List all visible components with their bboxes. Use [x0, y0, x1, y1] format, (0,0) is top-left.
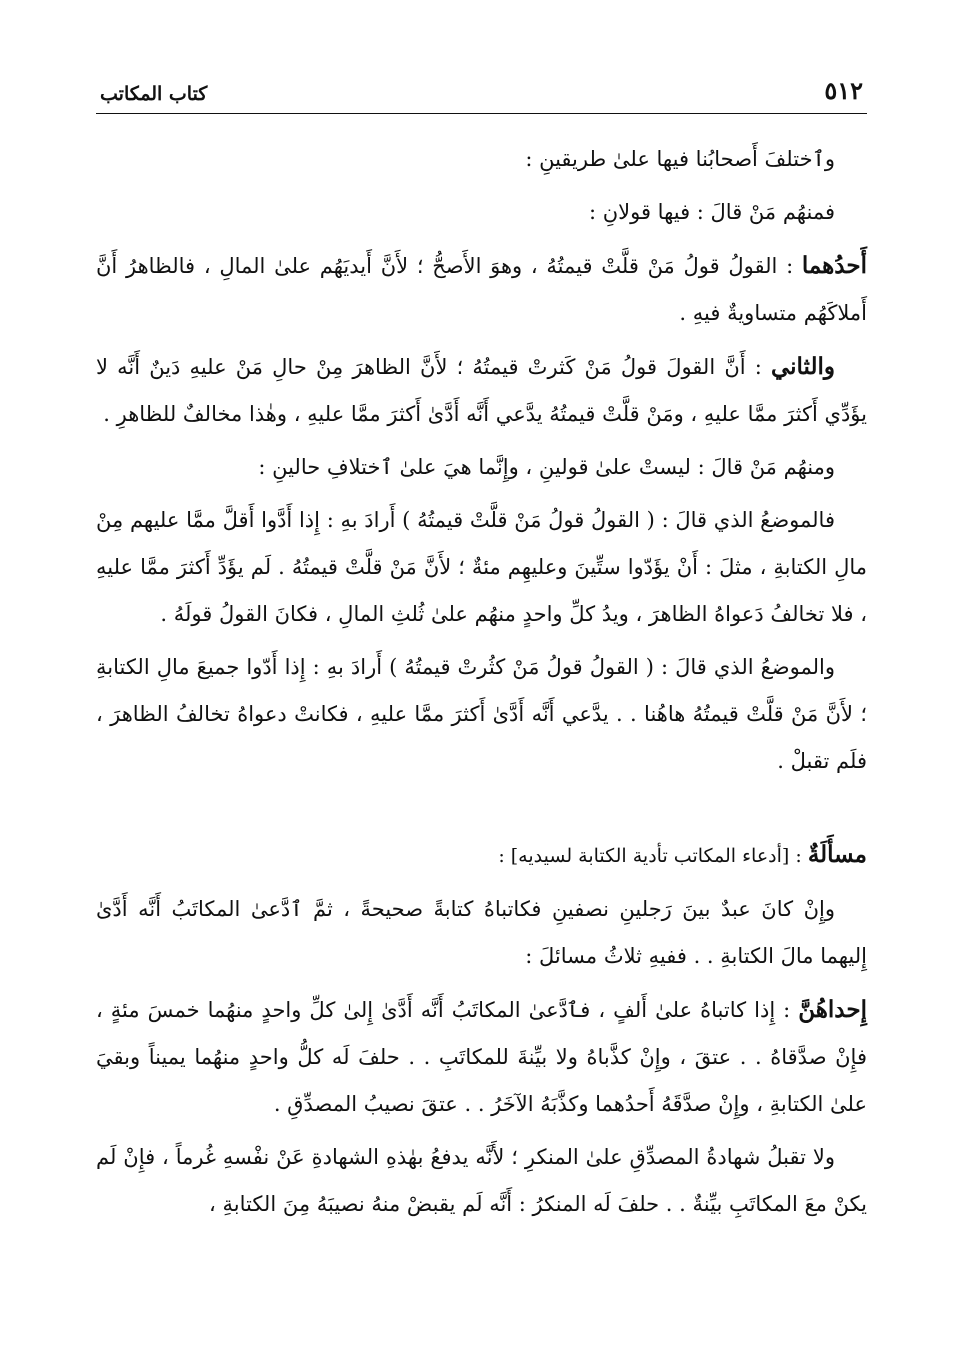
paragraph: ومنهُم مَنْ قالَ : ليستْ علىٰ قولينِ ، وإِنَّما هيَ علىٰ ٱختلافِ حالينِ : — [258, 455, 835, 479]
page-header — [96, 70, 867, 114]
page-body — [96, 114, 867, 1228]
paragraph: والثاني : أَنَّ القولَ قولُ مَنْ كَثرتْ قيمتُهُ ؛ لأَنَّ الظاهرَ مِنْ حالِ مَنْ عليهِ دَينٌ أَنَّه لا يؤَدِّي أَكثرَ ممَّا عليهِ ، ومَنْ قلَّتْ قيمتُهُ يدَّعي أَنَّه أَدَّىٰ أَكثرَ ممَّا عليهِ ، وهٰذا مخالفٌ للظاهرِ . — [96, 353, 867, 426]
paragraph-lead: إِحداهُنَّ — [798, 996, 867, 1023]
paragraph: والموضعُ الذي قالَ : ( القولُ قولُ مَنْ كثُرتْ قيمتُهُ ) أَرادَ بهِ : إِذا أَدّوا جميعَ مالِ الكتابةِ ؛ لأَنَّ مَنْ قلَّتْ قيمتُهُ هاهُنا . . يدَّعي أَنَّه أَدَّىٰ أَكثرَ ممَّا عليهِ ، فكانتْ دعواهُ تخالفُ الظاهرَ ، فلَم تقبلْ . — [96, 655, 867, 773]
paragraph: فمنهُم مَنْ قالَ : فيها قولانِ : — [588, 200, 835, 224]
page-number: ٥١٢ — [824, 76, 863, 105]
paragraph: ولا تقبلُ شهادةُ المصدِّقِ علىٰ المنكرِ ؛ لأَنَّه يدفعُ بهٰذهِ الشهادةِ عَنْ نفْسهِ غُرماً ، فإِنْ لَم يكنْ معَ المكاتَبِ بيِّنةٌ . . حلفَ لَه المنكرُ : أَنَّه لَم يقبضْ منهُ نصيبَهُ مِنَ الكتابةِ ، — [96, 1145, 867, 1216]
masala-heading — [96, 831, 867, 880]
paragraph: إِحداهُنَّ : إِذا كاتباهُ علىٰ أَلفٍ ، فٱدَّعىٰ المكاتَبُ أَنَّه أَدَّىٰ إِلىٰ كلِّ واحدٍ منهُما خمسَ مئةٍ ، فإِنْ صدَّقاهُ . . عتقَ ، وإِنْ كذَّباهُ ولا بيِّنةَ للمكاتَبِ . . حلفَ لَه كلُّ واحدٍ منهُما يميناً وبقيَ علىٰ الكتابةِ ، وإِنْ صدَّقَهُ أَحدُهما وكذَّبَهُ الآخَرُ . . عتقَ نصيبُ المصدِّقِ . — [96, 996, 867, 1116]
paragraph: فالموضعُ الذي قالَ : ( القولُ قولُ مَنْ قلَّتْ قيمتُهُ ) أَرادَ بهِ : إِذا أَدَّوا أَقلَّ ممَّا عليهم مِنْ مالِ الكتابةِ ، مثلَ : أَنْ يؤَدّوا ستِّينَ وعليهِم مئةٌ ؛ لأَنَّ مَنْ قلَّتْ قيمتُهُ . لَم يؤَدِّ أَكثرَ ممَّا عليهِ ، فلا تخالفُ دَعواهُ الظاهرَ ، ويدُ كلِّ واحدٍ منهُم علىٰ ثُلثِ المالِ ، فكانَ القولُ قولَهُ . — [96, 508, 867, 626]
paragraph: وإِنْ كانَ عبدٌ بينَ رَجلينِ نصفينِ فكاتباهُ كتابةً صحيحةً ، ثمَّ ٱدَّعىٰ المكاتَبُ أَنَّه أَدَّىٰ إِليهما مالَ الكتابةِ . . ففيهِ ثلاثُ مسائلَ : — [96, 897, 867, 968]
paragraph-lead: والثاني — [770, 353, 835, 380]
running-title: كتاب المكاتب — [100, 83, 208, 105]
section-gap — [96, 791, 867, 831]
paragraph: أَحدُهما : القولُ قولُ مَنْ قلَّتْ قيمتُهُ ، وهوَ الأَصحُّ ؛ لأَنَّ أَيديَهُم علىٰ المالِ ، فالظاهرُ أَنَّ أَملاكَهُم متساويةٌ فيهِ . — [96, 252, 867, 325]
paragraph-lead: أَحدُهما — [801, 252, 867, 279]
masala-title: : [أدعاء المكاتب تأدية الكتابة لسيديه] : — [498, 845, 808, 867]
paragraph: وٱختلفَ أَصحابُنا فيها علىٰ طريقينِ : — [525, 147, 835, 171]
masala-label: مسأَلَةٌ — [807, 841, 867, 868]
